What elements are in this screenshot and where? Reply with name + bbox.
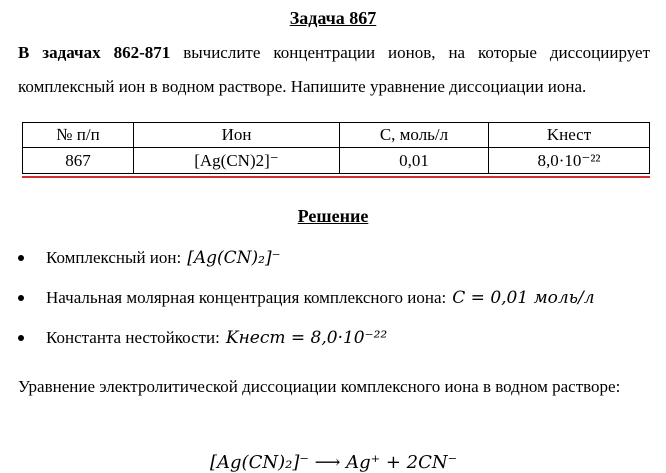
dissociation-equation: [Ag(CN)₂]⁻ ⟶ Ag⁺ + 2CN⁻ [210,452,458,473]
bullet-label: Комплексный ион: [46,248,182,267]
solution-title: Решение [297,206,369,226]
bullet-concentration [18,288,595,308]
cell-number: 867 [23,148,134,174]
header-constant: Kнест [489,123,650,148]
bullet-constant [18,328,387,348]
bullet-dot-icon [18,255,24,261]
problem-statement [18,36,650,104]
table-underline [22,176,650,178]
bullet-complex-ion [18,248,281,268]
dissociation-paragraph: Уравнение электролитической диссоциации комплексного иона в водном растворе: [18,377,621,396]
bullet-math: C = 0,01 моль/л [452,288,595,308]
header-ion: Ион [134,123,340,148]
problem-data-table [22,122,650,174]
bullet-label: Константа нестойкости: [46,328,220,347]
problem-text: вычислите концентрации ионов, на которые диссоциирует комплексный ион в водном растворе. Напишите уравнение диссоциации иона. [18,43,650,96]
bullet-dot-icon [18,335,24,341]
header-concentration: C, моль/л [340,123,489,148]
table-row [23,148,650,174]
problem-title: Задача 867 [289,8,377,28]
bullet-dot-icon [18,295,24,301]
bullet-math: Kнест = 8,0·10⁻²² [225,328,388,348]
cell-constant: 8,0·10⁻²² [489,148,650,174]
header-number: № п/п [23,123,134,148]
bullet-label: Начальная молярная концентрация комплексного иона: [46,288,447,307]
table-header-row [23,123,650,148]
cell-ion: [Ag(CN)2]⁻ [134,148,340,174]
cell-concentration: 0,01 [340,148,489,174]
bullet-math: [Ag(CN)₂]⁻ [187,248,281,268]
problem-range: В задачах 862-871 [18,43,171,62]
